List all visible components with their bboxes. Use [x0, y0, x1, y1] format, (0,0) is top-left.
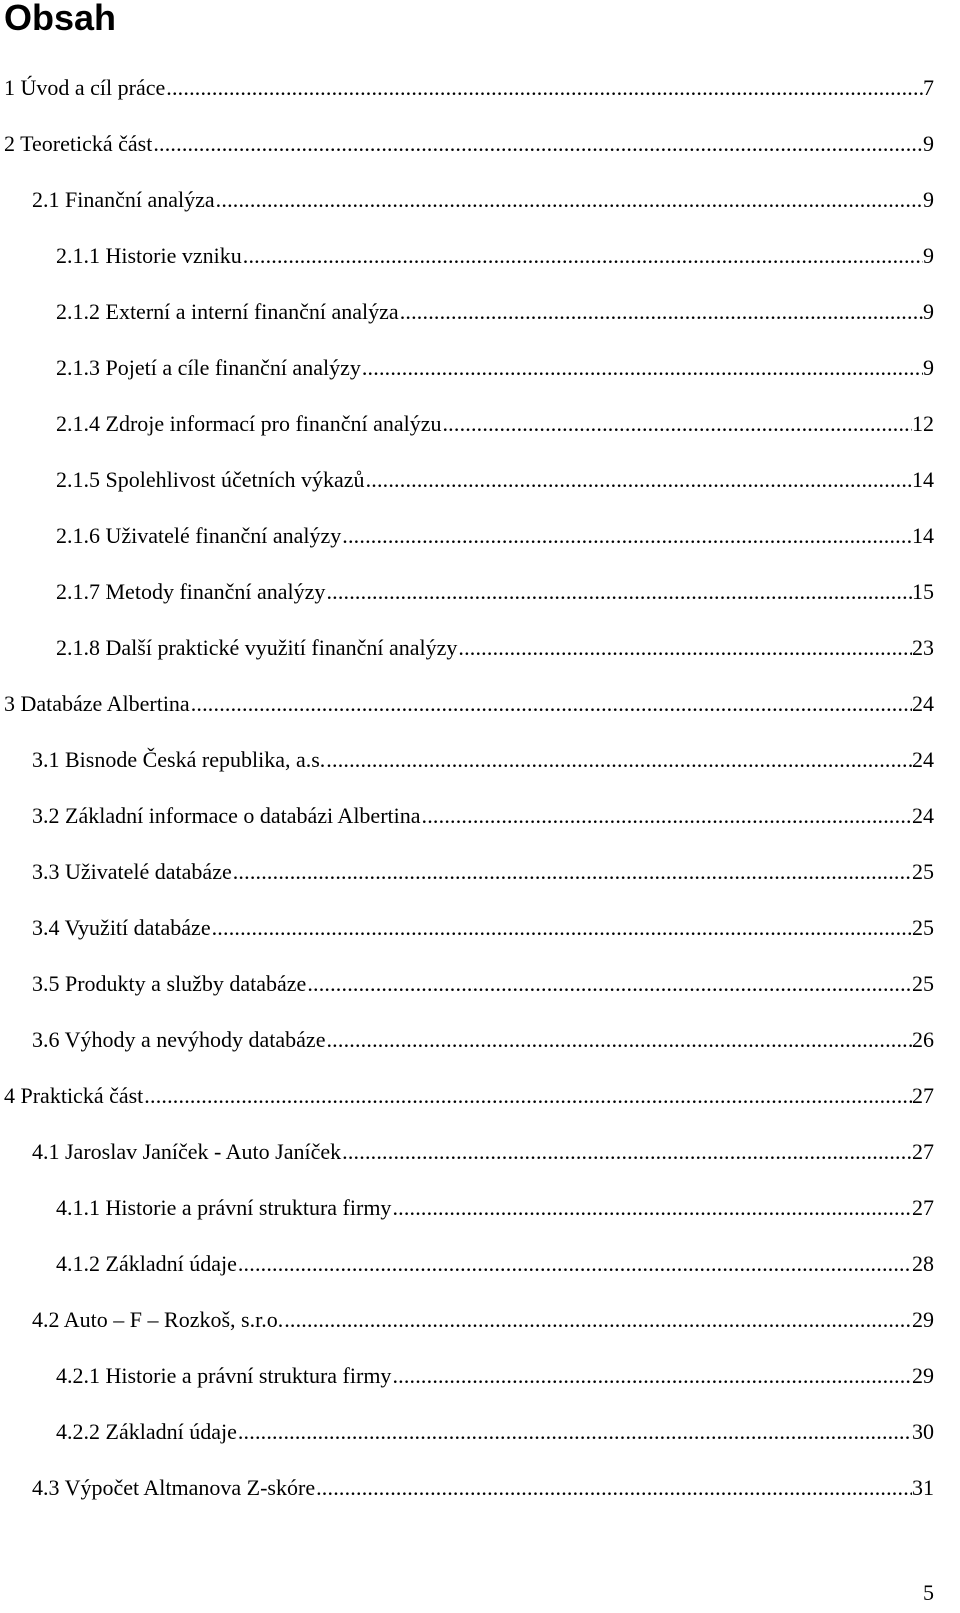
toc-entry-page: 25	[912, 859, 934, 884]
toc-entry[interactable]	[32, 1305, 934, 1335]
toc-entry-title: 4.3 Výpočet Altmanova Z-skóre	[32, 1475, 316, 1500]
toc-entry[interactable]	[56, 297, 934, 327]
toc-entry[interactable]	[56, 521, 934, 551]
page-number: 5	[923, 1580, 934, 1605]
toc-dot-leader	[341, 1137, 912, 1167]
toc-entry-title: 3.3 Uživatelé databáze	[32, 859, 232, 884]
toc-dot-leader	[215, 185, 923, 215]
toc-dot-leader	[391, 1361, 912, 1391]
toc-entry[interactable]	[32, 857, 934, 887]
toc-entry[interactable]	[56, 577, 934, 607]
toc-entry-page: 9	[923, 243, 934, 268]
toc-entry-page: 27	[912, 1139, 934, 1164]
toc-entry-title: 4.1.1 Historie a právní struktura firmy	[56, 1195, 392, 1220]
toc-entry-page: 23	[912, 635, 934, 660]
toc-entry-title: 2.1.6 Uživatelé finanční analýzy	[56, 523, 342, 548]
toc-entry[interactable]	[56, 1417, 934, 1447]
toc-dot-leader	[315, 1473, 912, 1503]
toc-entry-title: 2 Teoretická část	[4, 131, 153, 156]
toc-entry[interactable]	[32, 1137, 934, 1167]
toc-entry-title: 2.1.1 Historie vzniku	[56, 243, 242, 268]
toc-entry[interactable]	[56, 1249, 934, 1279]
toc-entry-title: 4.2.1 Historie a právní struktura firmy	[56, 1363, 392, 1388]
toc-entry-page: 14	[912, 467, 934, 492]
toc-entry-title: 2.1.5 Spolehlivost účetních výkazů	[56, 467, 365, 492]
toc-dot-leader	[143, 1081, 912, 1111]
toc-dot-leader	[211, 913, 912, 943]
toc-entry-title: 4.1.2 Základní údaje	[56, 1251, 237, 1276]
toc-dot-leader	[232, 857, 912, 887]
toc-entry-page: 9	[923, 299, 934, 324]
toc-entry-title: 2.1.4 Zdroje informací pro finanční analýzu	[56, 411, 442, 436]
toc-entry[interactable]	[56, 1361, 934, 1391]
toc-entry-page: 15	[912, 579, 934, 604]
toc-entry[interactable]	[56, 353, 934, 383]
toc-entry-title: 4.2.2 Základní údaje	[56, 1419, 237, 1444]
toc-entry[interactable]	[4, 1081, 934, 1111]
toc-entry-title: 3.1 Bisnode Česká republika, a.s.	[32, 747, 326, 772]
toc-entry-title: 1 Úvod a cíl práce	[4, 75, 166, 100]
toc-heading: Obsah	[4, 0, 117, 38]
toc-entry[interactable]	[56, 633, 934, 663]
toc-entry[interactable]	[56, 241, 934, 271]
toc-entry-page: 24	[912, 747, 934, 772]
toc-entry-page: 9	[923, 187, 934, 212]
toc-entry-page: 27	[912, 1195, 934, 1220]
toc-entry[interactable]	[32, 745, 934, 775]
toc-dot-leader	[341, 521, 912, 551]
toc-entry-title: 3.6 Výhody a nevýhody databáze	[32, 1027, 326, 1052]
toc-dot-leader	[399, 297, 923, 327]
toc-entry-page: 14	[912, 523, 934, 548]
toc-entry-title: 2.1.2 Externí a interní finanční analýza	[56, 299, 399, 324]
toc-entry[interactable]	[32, 913, 934, 943]
toc-entry[interactable]	[56, 1193, 934, 1223]
toc-entry-page: 24	[912, 691, 934, 716]
toc-entry-title: 2.1 Finanční analýza	[32, 187, 215, 212]
toc-entry[interactable]	[32, 801, 934, 831]
toc-entry[interactable]	[32, 185, 934, 215]
toc-entry-page: 31	[912, 1475, 934, 1500]
toc-dot-leader	[457, 633, 912, 663]
toc-entry[interactable]	[32, 969, 934, 999]
toc-entry-page: 25	[912, 971, 934, 996]
toc-dot-leader	[325, 577, 912, 607]
toc-entry-page: 26	[912, 1027, 934, 1052]
toc-entry-page: 29	[912, 1307, 934, 1332]
toc-entry-page: 7	[923, 75, 934, 100]
toc-dot-leader	[152, 129, 923, 159]
toc-dot-leader	[365, 465, 912, 495]
toc-entry-page: 12	[912, 411, 934, 436]
toc-entry-page: 27	[912, 1083, 934, 1108]
toc-dot-leader	[242, 241, 923, 271]
toc-entry-title: 2.1.8 Další praktické využití finanční analýzy	[56, 635, 458, 660]
toc-dot-leader	[325, 1025, 912, 1055]
toc-entry-title: 2.1.3 Pojetí a cíle finanční analýzy	[56, 355, 361, 380]
toc-entry-page: 28	[912, 1251, 934, 1276]
toc-dot-leader	[421, 801, 912, 831]
toc-dot-leader	[190, 689, 912, 719]
toc-dot-leader	[306, 969, 912, 999]
toc-dot-leader	[165, 73, 923, 103]
toc-entry-title: 3 Databáze Albertina	[4, 691, 190, 716]
toc-dot-leader	[237, 1249, 912, 1279]
toc-dot-leader	[325, 745, 912, 775]
toc-entry-page: 29	[912, 1363, 934, 1388]
toc-entry[interactable]	[4, 689, 934, 719]
toc-dot-leader	[441, 409, 912, 439]
toc-entry[interactable]	[56, 465, 934, 495]
toc-entry[interactable]	[32, 1025, 934, 1055]
toc-entry-title: 4.2 Auto – F – Rozkoš, s.r.o.	[32, 1307, 284, 1332]
toc-entry-page: 9	[923, 355, 934, 380]
toc-dot-leader	[361, 353, 923, 383]
toc-entry-title: 2.1.7 Metody finanční analýzy	[56, 579, 326, 604]
toc-entry-page: 24	[912, 803, 934, 828]
toc-entry-page: 25	[912, 915, 934, 940]
toc-entry[interactable]	[4, 73, 934, 103]
toc-entry-title: 4 Praktická část	[4, 1083, 144, 1108]
toc-entry-title: 3.4 Využití databáze	[32, 915, 211, 940]
toc-entry-title: 4.1 Jaroslav Janíček - Auto Janíček	[32, 1139, 342, 1164]
toc-dot-leader	[391, 1193, 912, 1223]
toc-entry[interactable]	[56, 409, 934, 439]
toc-entry[interactable]	[32, 1473, 934, 1503]
toc-entry-page: 9	[923, 131, 934, 156]
toc-entry[interactable]	[4, 129, 934, 159]
toc-entry-page: 30	[912, 1419, 934, 1444]
toc-dot-leader	[283, 1305, 912, 1335]
toc-entry-title: 3.5 Produkty a služby databáze	[32, 971, 307, 996]
toc-dot-leader	[237, 1417, 912, 1447]
toc-entry-title: 3.2 Základní informace o databázi Albertina	[32, 803, 421, 828]
